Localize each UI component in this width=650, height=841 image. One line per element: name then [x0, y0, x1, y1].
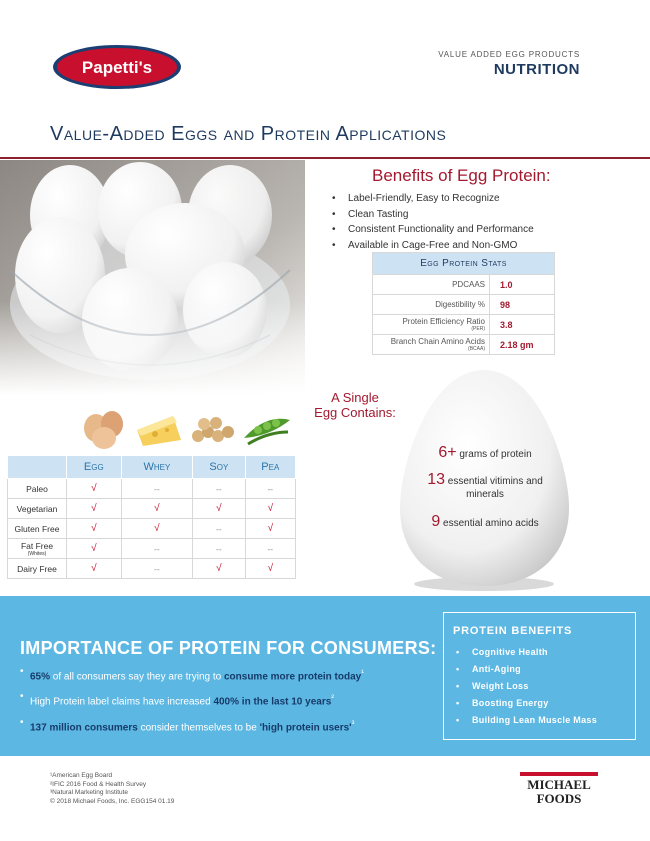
check-mark: √ — [67, 539, 122, 559]
egg-bowl-image — [0, 160, 305, 395]
benefit-item: • Clean Tasting — [330, 207, 630, 223]
egg-fact: 6+ grams of protein — [438, 444, 532, 461]
header-section: NUTRITION — [493, 61, 580, 78]
pea-icon — [240, 410, 294, 450]
row-label: Fat Free (Whites) — [8, 539, 67, 559]
benefit-item: • Consistent Functionality and Performance — [330, 222, 630, 238]
table-row — [8, 479, 296, 499]
table-header-blank — [8, 456, 67, 479]
svg-text:FOODS: FOODS — [536, 791, 582, 806]
list-item: • Anti-Aging — [454, 661, 597, 678]
stat-value: 2.18 gm — [490, 335, 555, 355]
row-label: Vegetarian — [8, 499, 67, 519]
stats-title: Egg Protein Stats — [373, 253, 555, 275]
check-mark: √ — [121, 499, 193, 519]
check-mark: √ — [245, 519, 295, 539]
check-mark: √ — [67, 519, 122, 539]
list-item: • 65% of all consumers say they are trying to consume more protein today$^{^1}$ — [20, 662, 440, 687]
egg-icon — [78, 410, 130, 450]
table-row — [8, 519, 296, 539]
dash-mark: -- — [193, 519, 245, 539]
header-category: VALUE ADDED EGG PRODUCTS — [438, 50, 580, 59]
michael-foods-logo — [518, 772, 600, 806]
whey-icon — [133, 410, 185, 450]
dash-mark: -- — [121, 539, 193, 559]
check-mark: √ — [245, 499, 295, 519]
table-row — [373, 335, 555, 355]
dash-mark: -- — [193, 539, 245, 559]
dash-mark: -- — [245, 479, 295, 499]
title-divider — [0, 157, 650, 159]
soy-icon — [186, 410, 238, 450]
column-header-egg: Egg — [67, 456, 122, 479]
table-row — [8, 559, 296, 579]
protein-benefits-title: PROTEIN BENEFITS — [453, 625, 573, 637]
egg-fact: 13 essential vitimins and minerals — [427, 471, 543, 500]
row-label: Dairy Free — [8, 559, 67, 579]
benefit-item: • Label-Friendly, Easy to Recognize — [330, 191, 630, 207]
header-right — [340, 50, 580, 78]
check-mark: √ — [193, 559, 245, 579]
table-row — [373, 275, 555, 295]
stat-label: Branch Chain Amino Acids (BCAA) — [373, 335, 490, 355]
list-item: • Weight Loss — [454, 678, 597, 695]
list-item: • Building Lean Muscle Mass — [454, 712, 597, 729]
single-egg-label: A Single Egg Contains: — [314, 390, 396, 420]
protein-comparison-table — [7, 455, 296, 579]
dash-mark: -- — [121, 559, 193, 579]
svg-text:Papetti's: Papetti's — [81, 58, 153, 77]
dash-mark: -- — [193, 479, 245, 499]
check-mark: √ — [245, 559, 295, 579]
check-mark: √ — [67, 499, 122, 519]
list-item: • Boosting Energy — [454, 695, 597, 712]
check-mark: √ — [193, 499, 245, 519]
stat-label: Digestibility % — [373, 295, 490, 315]
column-header-whey: Whey — [121, 456, 193, 479]
stat-value: 98 — [490, 295, 555, 315]
column-header-soy: Soy — [193, 456, 245, 479]
list-item: • Cognitive Health — [454, 644, 597, 661]
list-item: • High Protein label claims have increased 400% in the last 10 years$^{^2}$ — [20, 687, 440, 712]
benefit-item: • Available in Cage-Free and Non-GMO — [330, 238, 630, 254]
benefits-list — [330, 191, 630, 253]
dash-mark: -- — [245, 539, 295, 559]
egg-protein-stats-table — [372, 252, 555, 355]
papettis-logo — [52, 44, 182, 90]
stat-label: PDCAAS — [373, 275, 490, 295]
table-row — [373, 315, 555, 335]
protein-benefits-list — [454, 644, 597, 729]
check-mark: √ — [67, 559, 122, 579]
table-row — [8, 499, 296, 519]
row-label: Gluten Free — [8, 519, 67, 539]
svg-text:MICHAEL: MICHAEL — [527, 777, 591, 792]
table-row — [373, 295, 555, 315]
dash-mark: -- — [121, 479, 193, 499]
stat-value: 3.8 — [490, 315, 555, 335]
egg-fact: 9 essential amino acids — [431, 513, 539, 530]
check-mark: √ — [121, 519, 193, 539]
column-header-pea: Pea — [245, 456, 295, 479]
benefits-title: Benefits of Egg Protein: — [372, 166, 551, 185]
table-row — [8, 539, 296, 559]
footnotes: ¹American Egg Board ²IFIC 2016 Food & Health Survey ³Natural Marketing Institute © 2018 Michael Foods, Inc. EGG154 01.19 — [50, 772, 175, 805]
stat-value: 1.0 — [490, 275, 555, 295]
page-title: Value-Added Eggs and Protein Applications — [50, 123, 447, 145]
list-item: • 137 million consumers consider themselves to be 'high protein $users'^{^3}$ — [20, 713, 440, 738]
row-label: Paleo — [8, 479, 67, 499]
check-mark: √ — [67, 479, 122, 499]
stat-label: Protein Efficiency Ratio (PER) — [373, 315, 490, 335]
importance-title: IMPORTANCE OF PROTEIN FOR CONSUMERS: — [20, 638, 437, 658]
importance-list — [20, 662, 440, 738]
